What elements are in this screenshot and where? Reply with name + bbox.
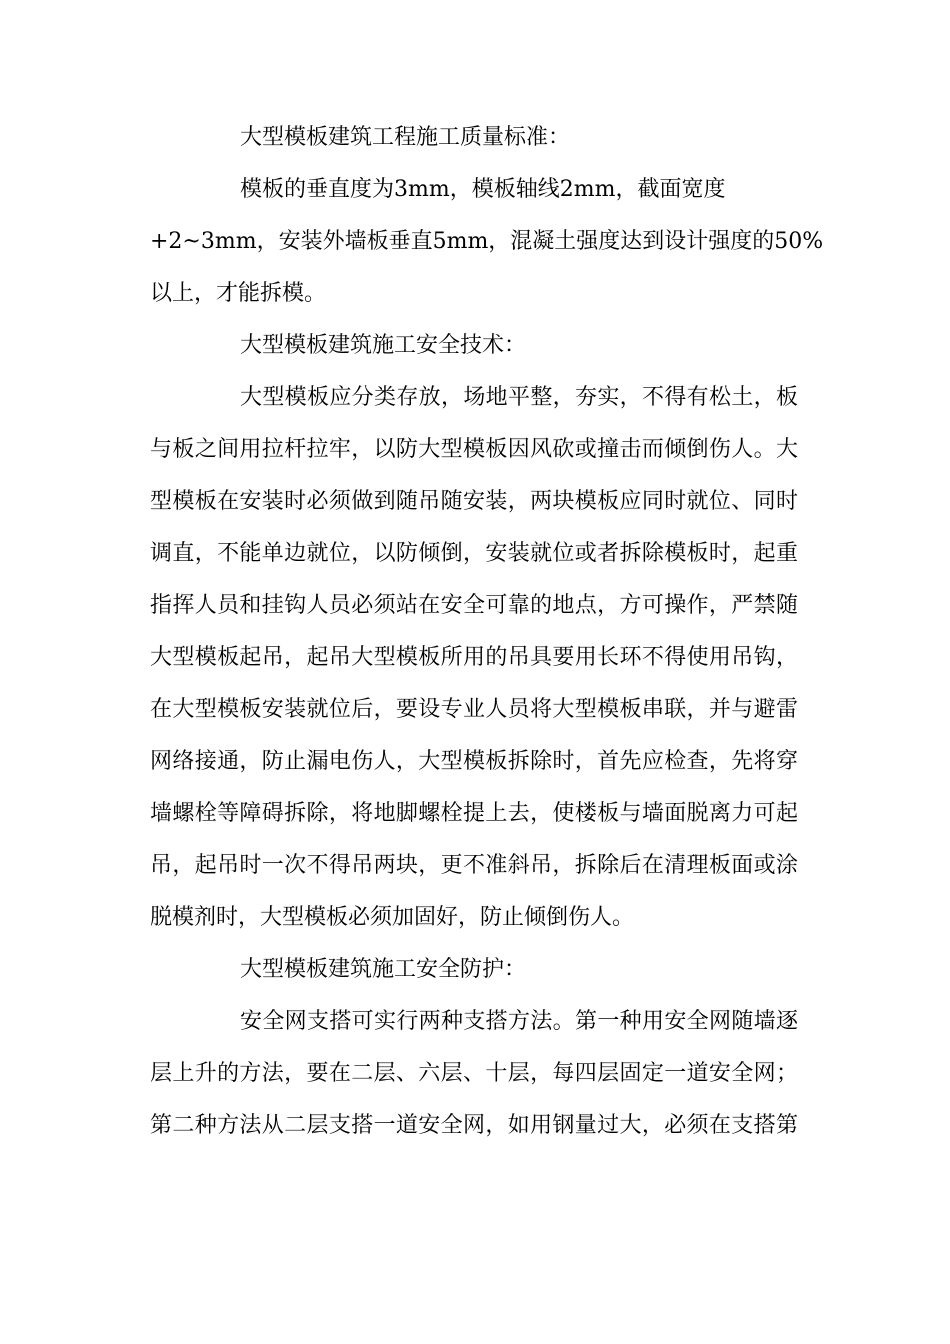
paragraph-line: 与板之间用拉杆拉牢，以防大型模板因风砍或撞击而倾倒伤人。大 — [150, 437, 798, 462]
paragraph-line: 模板的垂直度为3mm，模板轴线2mm，截面宽度 — [240, 177, 726, 202]
paragraph-line: 调直，不能单边就位，以防倾倒，安装就位或者拆除模板时，起重 — [150, 541, 798, 566]
paragraph-line: 在大型模板安装就位后，要设专业人员将大型模板串联，并与避雷 — [150, 697, 798, 722]
heading-safety-technique: 大型模板建筑施工安全技术： — [240, 333, 527, 358]
paragraph-line: 脱模剂时，大型模板必须加固好，防止倾倒伤人。 — [150, 905, 635, 930]
paragraph-line: 层上升的方法，要在二层、六层、十层，每四层固定一道安全网； — [150, 1061, 798, 1086]
paragraph-line: 第二种方法从二层支搭一道安全网，如用钢量过大，必须在支搭第 — [150, 1113, 798, 1138]
paragraph-line: 指挥人员和挂钩人员必须站在安全可靠的地点，方可操作，严禁随 — [150, 593, 798, 618]
paragraph-line: 型模板在安装时必须做到随吊随安装，两块模板应同时就位、同时 — [150, 489, 798, 514]
paragraph-line: +2~3mm，安装外墙板垂直5mm，混凝土强度达到设计强度的50% — [150, 229, 824, 254]
paragraph-line: 墙螺栓等障碍拆除，将地脚螺栓提上去，使楼板与墙面脱离力可起 — [150, 801, 798, 826]
paragraph-line: 安全网支搭可实行两种支搭方法。第一种用安全网随墙逐 — [240, 1009, 798, 1034]
paragraph-line: 网络接通，防止漏电伤人，大型模板拆除时，首先应检查，先将穿 — [150, 749, 798, 774]
paragraph-line: 以上，才能拆模。 — [150, 281, 327, 306]
paragraph-line: 大型模板起吊，起吊大型模板所用的吊具要用长环不得使用吊钩， — [150, 645, 798, 670]
heading-safety-protection: 大型模板建筑施工安全防护： — [240, 957, 527, 982]
heading-quality-standard: 大型模板建筑工程施工质量标准： — [240, 125, 571, 150]
paragraph-line: 吊，起吊时一次不得吊两块，更不准斜吊，拆除后在清理板面或涂 — [150, 853, 798, 878]
paragraph-line: 大型模板应分类存放，场地平整，夯实，不得有松土，板 — [240, 385, 798, 410]
